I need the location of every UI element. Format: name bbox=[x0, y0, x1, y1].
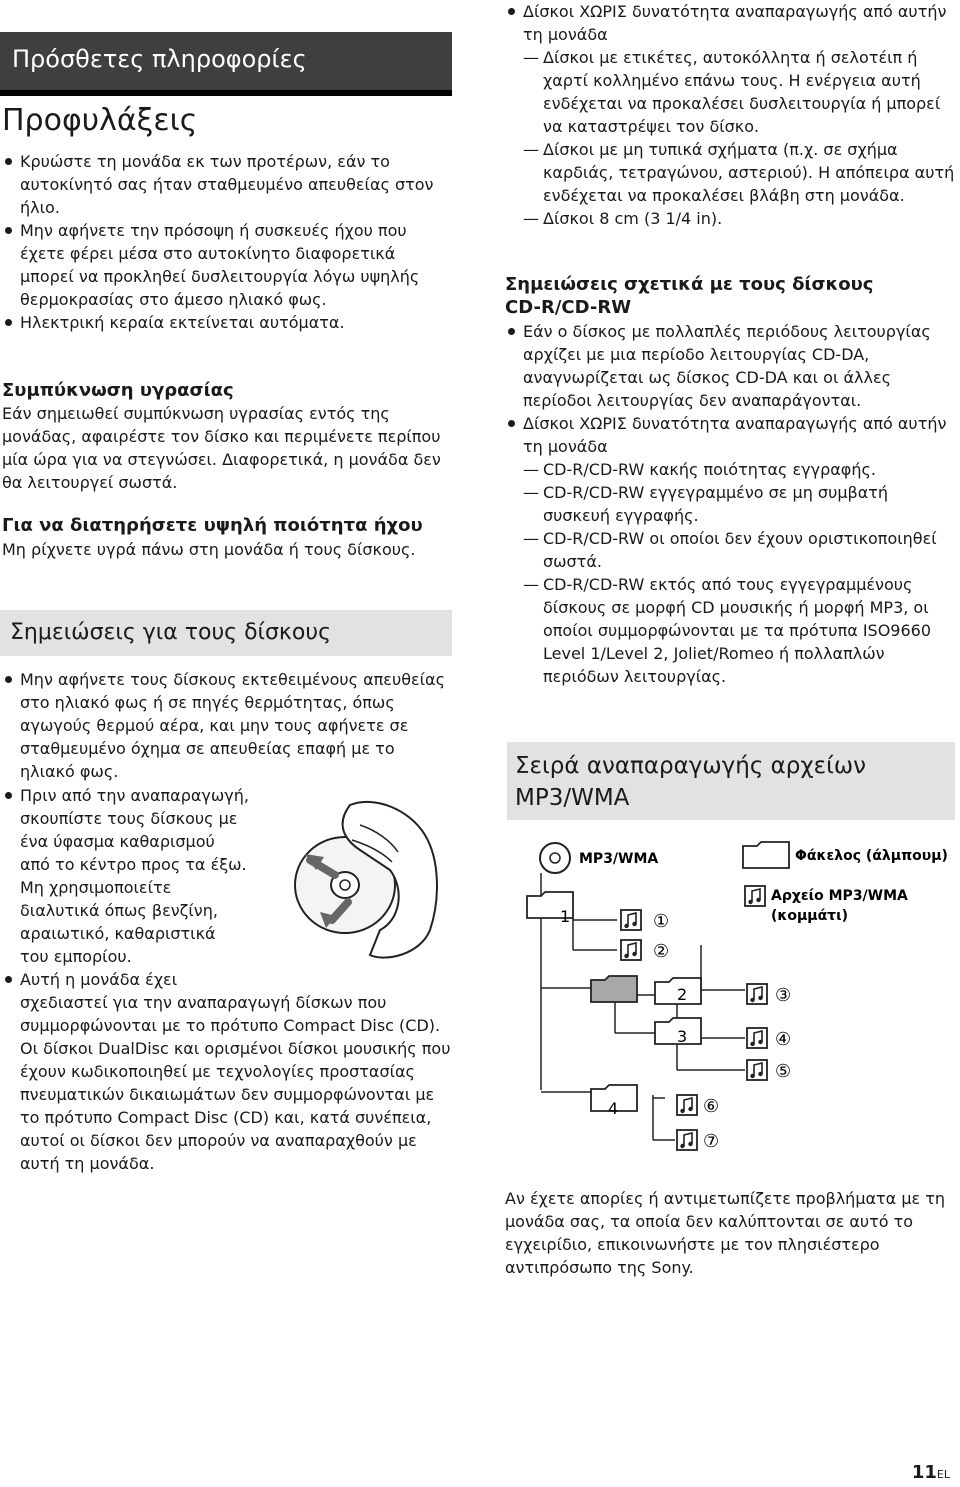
quality-text: Μη ρίχνετε υγρά πάνω στη μονάδα ή τους δίσκους. bbox=[2, 540, 416, 559]
condensation-text: Εάν σημειωθεί συμπύκνωση υγρασίας εντός της μονάδας, αφαιρέστε τον δίσκο και περιμένετε περίπου μία ώρα για να στεγνώσει. Διαφορετικά, η μονάδα δεν θα λειτουργεί σωστά. bbox=[2, 404, 441, 492]
track-number: ③ bbox=[775, 985, 792, 1006]
cdr-notes bbox=[505, 320, 955, 688]
track-icon bbox=[747, 984, 767, 1004]
disc-icon bbox=[540, 843, 570, 873]
track-number: ① bbox=[653, 911, 670, 932]
folder-number: 1 bbox=[560, 907, 571, 926]
folder-legend-icon bbox=[743, 842, 789, 868]
disc-wiping-illustration bbox=[290, 790, 450, 965]
file-legend-line1: Αρχείο MP3/WMA bbox=[771, 888, 908, 904]
folder-number: 2 bbox=[677, 985, 688, 1004]
contact-text: Αν έχετε απορίες ή αντιμετωπίζετε προβλήματα με τη μονάδα σας, τα οποία δεν καλύπτονται σε αυτό το εγχειρίδιο, επικοινωνήστε με τον πλησιέστερο αντιπρόσωπο της Sony. bbox=[505, 1189, 945, 1277]
folder-number: 3 bbox=[677, 1027, 688, 1046]
order-heading: Σειρά αναπαραγωγής αρχείων MP3/WMA bbox=[515, 753, 866, 811]
file-legend-line2: (κομμάτι) bbox=[771, 908, 848, 924]
folder-legend: Φάκελος (άλμπουμ) bbox=[795, 848, 948, 864]
list-item: Δίσκοι ΧΩΡΙΣ δυνατότητα αναπαραγωγής από αυτήν τη μονάδα bbox=[505, 412, 955, 458]
track-icon bbox=[747, 1028, 767, 1048]
list-item: — Δίσκοι 8 cm (3 1/4 in). bbox=[523, 207, 955, 230]
track-icon bbox=[747, 1060, 767, 1080]
page-number: 11EL bbox=[911, 1462, 950, 1483]
list-item: — CD-R/CD-RW οι οποίοι δεν έχουν οριστικοποιηθεί σωστά. bbox=[523, 527, 955, 573]
list-item: — CD-R/CD-RW εγγεγραμμένο σε μη συμβατή συσκευή εγγραφής. bbox=[523, 481, 955, 527]
disc-notes bbox=[2, 668, 452, 783]
playback-order-diagram bbox=[505, 830, 955, 1160]
list-item: Μην αφήνετε τους δίσκους εκτεθειμένους απευθείας στο ηλιακό φως ή σε πηγές θερμότητας, όπως αγωγούς θερμού αέρα, και μην τους αφήνετε σε σταθμευμένο όχημα σε απευθείας επαφή με το ηλιακό φως. bbox=[2, 668, 452, 783]
disc-note-compact bbox=[2, 968, 452, 1175]
unplayable-block bbox=[505, 0, 955, 230]
list-item: Εάν ο δίσκος με πολλαπλές περιόδους λειτουργίας αρχίζει με μια περίοδο λειτουργίας CD-DA, αναγνωρίζεται ως δίσκος CD-DA και οι άλλες περίοδοι λειτουργίας δεν αναπαράγονται. bbox=[505, 320, 955, 412]
cdr-heading: Σημειώσεις σχετικά με τους δίσκους CD-R/CD-RW bbox=[505, 274, 874, 318]
track-number: ② bbox=[653, 941, 670, 962]
precautions-list bbox=[2, 150, 452, 334]
list-item: — CD-R/CD-RW κακής ποιότητας εγγραφής. bbox=[523, 458, 955, 481]
list-item: Δίσκοι ΧΩΡΙΣ δυνατότητα αναπαραγωγής από αυτήν τη μονάδα bbox=[505, 0, 955, 46]
track-icon bbox=[677, 1095, 697, 1115]
discs-heading: Σημειώσεις για τους δίσκους bbox=[10, 620, 331, 645]
precautions-block bbox=[2, 150, 452, 334]
track-icon bbox=[677, 1130, 697, 1150]
list-item: Ηλεκτρική κεραία εκτείνεται αυτόματα. bbox=[2, 311, 452, 334]
folder-number: 4 bbox=[608, 1099, 619, 1118]
track-icon bbox=[621, 910, 641, 930]
cdr-list bbox=[505, 458, 955, 688]
file-legend-icon bbox=[745, 886, 765, 906]
track-number: ⑤ bbox=[775, 1061, 792, 1082]
banner-rule bbox=[0, 90, 452, 96]
track-number: ⑦ bbox=[703, 1131, 720, 1152]
disc-note-wipe bbox=[2, 784, 302, 968]
track-number: ④ bbox=[775, 1029, 792, 1050]
list-item: — Δίσκοι με ετικέτες, αυτοκόλλητα ή σελοτέιπ ή χαρτί κολλημένο επάνω τους. Η ενέργεια αυτή ενδέχεται να προκαλέσει δυσλειτουργία ή μπορεί να καταστρέψει τον δίσκο. bbox=[523, 46, 955, 138]
quality-heading: Για να διατηρήσετε υψηλή ποιότητα ήχου bbox=[2, 515, 423, 536]
track-icon bbox=[621, 940, 641, 960]
condensation-heading: Συμπύκνωση υγρασίας bbox=[2, 380, 234, 401]
disc-note-compact-text: σχεδιαστεί για την αναπαραγωγή δίσκων που συμμορφώνονται με το πρότυπο Compact Disc (CD). Οι δίσκοι DualDisc και ορισμένοι δίσκοι μουσικής που έχουν κωδικοποιηθεί με τεχνολογίες προστασίας πνευματικών δικαιωμάτων δεν συμμορφώνονται με το πρότυπο Compact Disc (CD) και, κατά συνέπεια, αυτοί οι δίσκοι δεν μπορούν να αναπαραχθούν με αυτή τη μονάδα. bbox=[20, 993, 451, 1173]
list-item: Κρυώστε τη μονάδα εκ των προτέρων, εάν το αυτοκίνητό σας ήταν σταθμευμένο απευθείας στον ήλιο. bbox=[2, 150, 452, 219]
unplayable-list bbox=[505, 46, 955, 230]
list-item: Μην αφήνετε την πρόσοψη ή συσκευές ήχου που έχετε φέρει μέσα στο αυτοκίνητο διαφορετικά μπορεί να προκληθεί δυσλειτουργία λόγω υψηλής θερμοκρασίας στο άμεσο ηλιακό φως. bbox=[2, 219, 452, 311]
list-item: — Δίσκοι με μη τυπικά σχήματα (π.χ. σε σχήμα καρδιάς, τετραγώνου, αστεριού). Η απόπειρα αυτή ενδέχεται να προκαλέσει βλάβη στη μονάδα. bbox=[523, 138, 955, 207]
track-number: ⑥ bbox=[703, 1096, 720, 1117]
list-item: Πριν από την αναπαραγωγή, σκουπίστε τους δίσκους με ένα ύφασμα καθαρισμού από το κέντρο προς τα έξω. Μη χρησιμοποιείτε διαλυτικά όπως βενζίνη, αραιωτικό, καθαριστικά του εμπορίου. bbox=[2, 784, 302, 968]
disc-label: MP3/WMA bbox=[579, 851, 659, 867]
list-item: — CD-R/CD-RW εκτός από τους εγγεγραμμένους δίσκους σε μορφή CD μουσικής ή μορφή MP3, οι οποίοι συμμορφώνονται με τα πρότυπα ISO9660 Level 1/Level 2, Joliet/Romeo ή πολλαπλών περιόδων λειτουργίας. bbox=[523, 573, 955, 688]
section-banner-title: Πρόσθετες πληροφορίες bbox=[12, 45, 307, 73]
list-item: Αυτή η μονάδα έχει bbox=[2, 968, 452, 991]
folder-icon bbox=[591, 976, 637, 1002]
page-title: Προφυλάξεις bbox=[2, 103, 198, 138]
